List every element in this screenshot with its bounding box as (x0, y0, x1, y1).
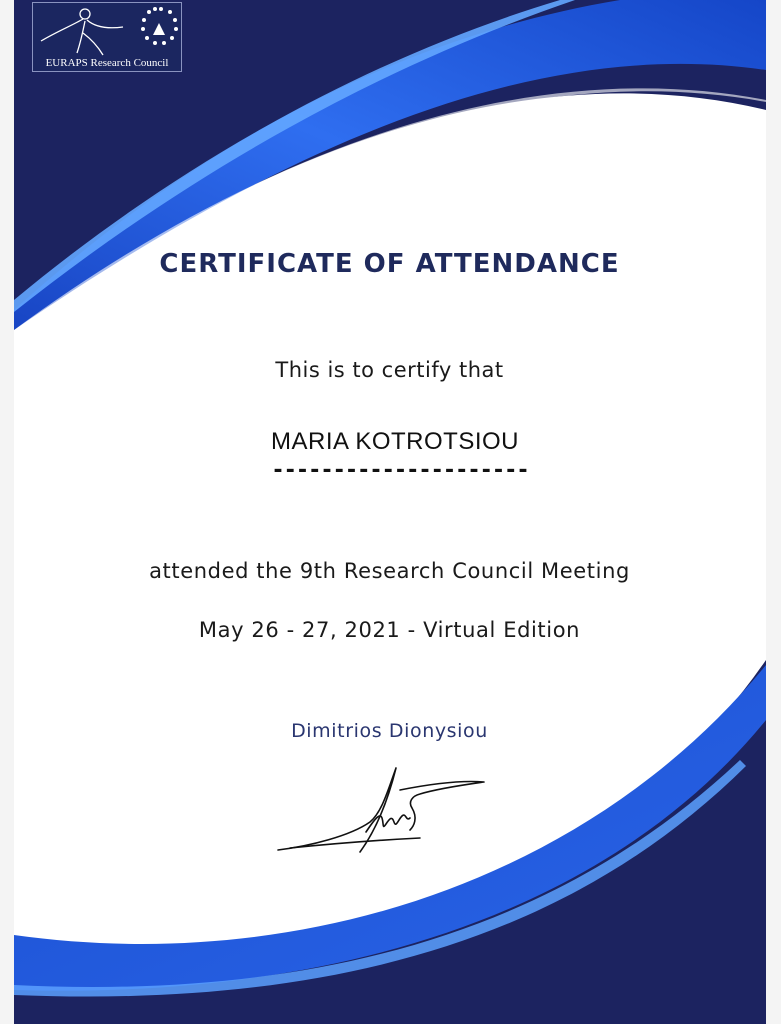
certificate-title: CERTIFICATE OF ATTENDANCE (159, 249, 620, 279)
handwritten-signature (270, 760, 500, 860)
organization-logo (32, 2, 182, 72)
attended-text: attended the 9th Research Council Meeting (149, 559, 630, 583)
certify-intro-text: This is to certify that (275, 358, 504, 382)
recipient-name: MARIA KOTROTSIOU (270, 428, 520, 455)
signer-name: Dimitrios Dionysiou (291, 720, 488, 742)
logo-text: EURAPS Research Council (45, 57, 169, 69)
discus-thrower-icon (33, 3, 183, 59)
eu-star-ring-icon (141, 7, 178, 45)
event-date: May 26 - 27, 2021 - Virtual Edition (198, 618, 581, 642)
name-underline: --------------------- (271, 458, 529, 483)
